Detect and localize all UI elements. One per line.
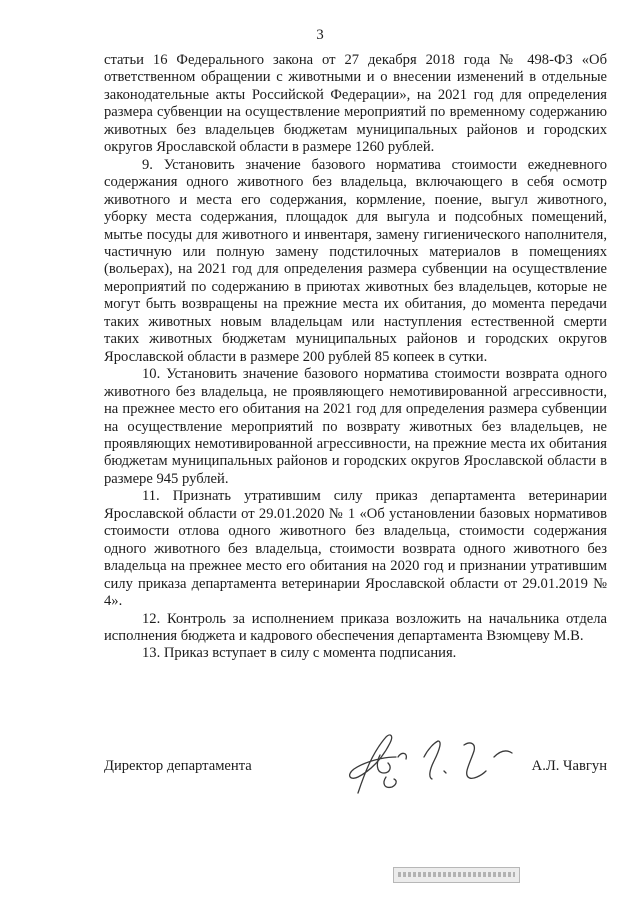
paragraph-item-9: 9. Установить значение базового норматива стоимости ежедневного содержания одного животного без владельца, включающего в себя осмотр животного и места его содержания, кормление, поение, выгул животного, уборку места содержания, площадок для выгула и подсобных помещений, мытье посуды для животного и инвентаря, замену гигиенического наполнителя, частичную или полную замену подстилочных материалов в помещениях (вольерах), на 2021 год для определения размера субвенции на осуществление мероприятий по содержанию в приютах животных без владельцев, которые не могут быть возвращены на прежние места их обитания, до момента передачи таких животных новым владельцам или наступления естественной смерти таких животных бюджетам муниципальных районов и городских округов Ярославской области в размере 200 рублей 85 копеек в сутки. <box>104 156 607 365</box>
paragraph-item-13: 13. Приказ вступает в силу с момента подписания. <box>142 645 457 662</box>
stamp-illegible-marks <box>398 872 515 877</box>
registration-stamp <box>393 867 520 883</box>
paragraph-item-10: 10. Установить значение базового норматива стоимости возврата одного животного без владельца, не проявляющего немотивированной агрессивности, на прежнее место его обитания на 2021 год для определения размера субвенции на осуществление мероприятий по возврату животных без владельцев, не проявляющих немотивированной агрессивности, на прежние места их обитания бюджетам муниципальных районов и городских округов Ярославской области в размере 945 рублей. <box>104 366 607 487</box>
page-number: 3 <box>316 27 324 43</box>
signatory-title: Директор департамента <box>104 758 252 774</box>
paragraph-continuation: статьи 16 Федерального закона от 27 декабря 2018 года № 498-ФЗ «Об ответственном обращении с животными и о внесении изменений в отдельные законодательные акты Российской Федерации», на 2021 год для определения размера субвенции на осуществление мероприятий по временному содержанию животных без владельцев бюджетам муниципальных районов и городских округов Ярославской области в размере 1260 рублей. <box>104 52 607 156</box>
paragraph-item-12: 12. Контроль за исполнением приказа возложить на начальника отдела исполнения бюджета и кадрового обеспечения департамента Взюмцеву М.В. <box>104 610 607 644</box>
paragraph-item-11: 11. Признать утратившим силу приказ департамента ветеринарии Ярославской области от 29.01.2020 № 1 «Об установлении базовых нормативов стоимости отлова одного животного без владельца, стоимости содержания одного животного без владельца, стоимости возврата одного животного без владельца на прежнее место его обитания на 2020 год и признании утратившим силу приказа департамента ветеринарии Ярославской области от 29.01.2019 № 4». <box>104 488 607 610</box>
signature-block <box>104 749 607 809</box>
signatory-name: А.Л. Чавгун <box>531 758 607 774</box>
handwritten-signature-icon <box>336 727 526 797</box>
document-body <box>104 52 607 663</box>
